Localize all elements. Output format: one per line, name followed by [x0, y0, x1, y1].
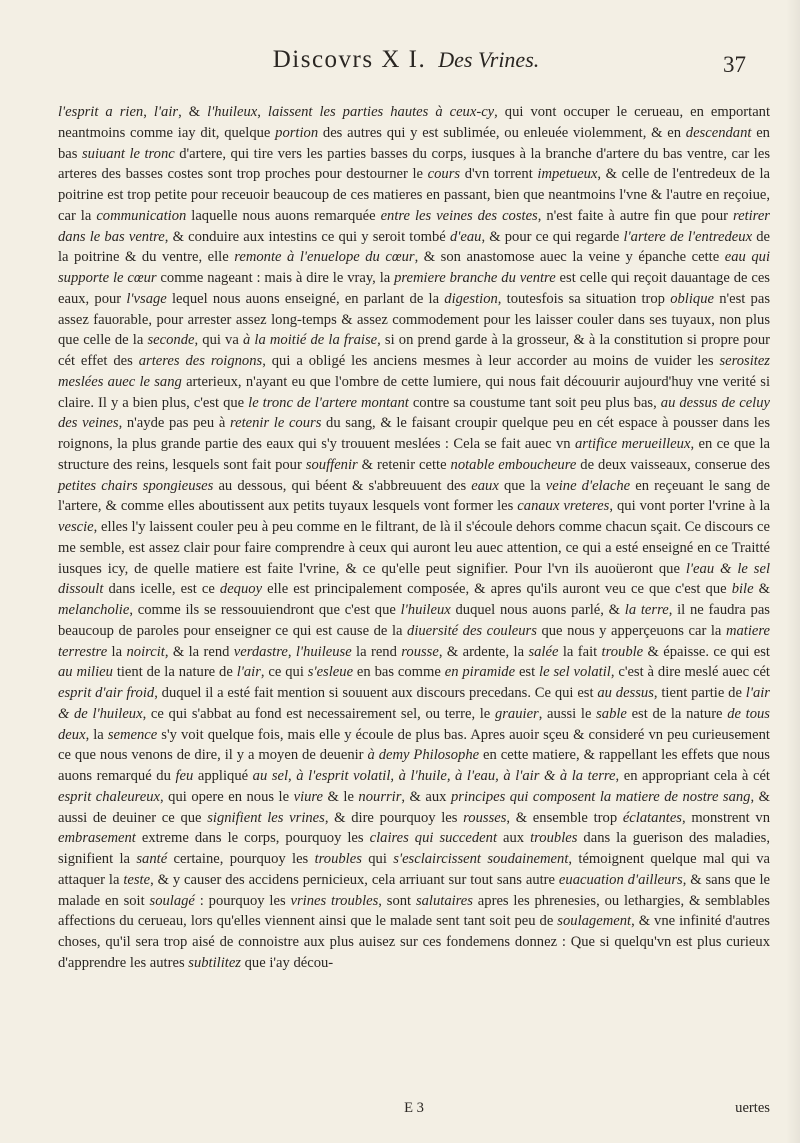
text-run: ,	[143, 104, 154, 120]
text-run: , en ce que la structure des reins, lesquels sont fait pour	[58, 436, 770, 473]
italic-term: communication	[96, 207, 187, 224]
text-run: , & la rend	[164, 643, 234, 660]
text-run: : pourquoy les	[194, 892, 291, 909]
italic-term: salée	[528, 643, 559, 660]
text-run: lequel nous auons enseigné, en parlant de la	[166, 290, 445, 307]
italic-term: petites chairs spongieuses	[58, 477, 214, 494]
italic-term: subtilitez	[188, 954, 241, 971]
text-run: s'y voit quelque fois, mais elle y écoule de plus bas. Apres auoir sçeu & consideré vn peu curieusement ce que nous venons de dire, il y a moyen de deuenir	[58, 726, 770, 764]
text-run: , & son anastomose auec la veine y épanche cette	[414, 249, 725, 266]
italic-term: teste	[123, 871, 151, 888]
italic-term: entre les veines des costes	[380, 207, 538, 224]
text-run: que la	[498, 477, 546, 494]
text-run: , & ensemble trop	[506, 809, 623, 826]
text-run: la fait	[558, 643, 602, 660]
italic-term: l'huileux	[207, 104, 258, 120]
italic-term: rousses	[463, 809, 507, 826]
text-run: la	[107, 643, 127, 660]
italic-term: melancholie	[58, 602, 130, 618]
text-run: d'artere, qui tire vers les parties basses du corps, iusques à la branche d'artere du bas ventre, car les arteres des basses costes sont trop proches pour destourner le	[58, 145, 770, 183]
text-run: &	[753, 581, 770, 598]
text-run: , comme ils se ressouuiendront que c'est que	[129, 602, 401, 618]
text-run: dans icelle, est ce	[103, 581, 220, 598]
text-run: en cette matiere, & rappellant les effets que nous auons remarqué du	[58, 747, 770, 784]
text-run: , elles l'y laissent couler peu à peu comme en le filtrant, de là il s'écoule dehors comme chacun sçait. Ce discours ce me semble, est assez clair pour faire comprendre à ceux qui auront leu auec attention, ce qui a esté enseigné en ce Traitté iusques icy, de quelle matiere est faite l'vrine, & ce qu'elle peut signifier. Pour l'vn ils auoüeront que	[58, 519, 770, 577]
text-run: ,	[257, 104, 268, 120]
italic-term: à demy Philosophe	[367, 747, 480, 764]
text-run: , qui vont porter l'vrine à la	[609, 498, 770, 515]
page-header	[60, 46, 752, 80]
italic-term: arteres des roignons	[138, 353, 263, 369]
italic-term: au sel, à l'esprit volatil, à l'huile, à l'eau, à l'air & à la terre	[252, 768, 616, 784]
text-run: , qui vont occuper le cerueau, en emportant neantmoins comme iay dit, quelque	[58, 104, 771, 141]
italic-term: portion	[275, 124, 319, 141]
italic-term: veine d'elache	[545, 477, 631, 494]
italic-term: retirer dans le bas ventre	[58, 207, 770, 245]
text-run: appliqué	[193, 768, 253, 784]
italic-term: cours	[427, 166, 461, 183]
running-title	[60, 46, 752, 74]
text-run: aux	[497, 830, 531, 847]
italic-term: verdastre	[233, 643, 288, 660]
page-edge-shadow	[786, 0, 800, 1143]
text-run: , il ne faudra pas beaucoup de paroles pour enseigner ce qui est cause de la	[58, 602, 770, 639]
text-run: contre sa coustume tant soit peu plus bas,	[408, 394, 661, 411]
italic-term: eaux	[471, 477, 499, 494]
text-run: extreme dans le corps, pourquoy les	[135, 830, 370, 847]
text-run: des autres qui y est sublimée, ou enleuée violemment, & en	[318, 124, 686, 141]
italic-term: troubles	[314, 851, 362, 867]
italic-term: digestion	[444, 290, 498, 307]
italic-term: diuersité des couleurs	[407, 622, 537, 639]
italic-term: troubles	[530, 830, 578, 847]
text-run: n'est pas assez fauorable, pour arrester assez long-temps & assez commodement pour les laisser couler dans ses tuyaux, non plus que celle de la	[58, 290, 771, 349]
text-run: , & dire pourquoy les	[324, 809, 464, 826]
italic-term: soulagement	[557, 913, 632, 930]
text-run: ,	[287, 643, 296, 660]
italic-term: soulagé	[149, 892, 195, 909]
italic-term: au dessus de celuy des veines	[58, 394, 770, 432]
italic-term: premiere branche du ventre	[394, 270, 556, 286]
italic-term: dequoy	[219, 581, 263, 598]
italic-term: en piramide	[444, 664, 516, 681]
text-run: , en appropriant cela à cét	[615, 768, 770, 784]
text-run: de deux vaisseaux, conserue des	[576, 456, 770, 473]
italic-term: grauier	[494, 705, 539, 722]
italic-term: la terre	[624, 602, 669, 618]
running-title-text: Discovrs X I.	[272, 46, 427, 73]
italic-term: remonte à l'enuelope du cœur	[234, 249, 415, 266]
italic-term: salutaires	[415, 892, 473, 909]
italic-term: laissent les parties hautes à ceux-cy	[267, 104, 495, 120]
text-run: , si on prend garde à la grosseur, & à la constitution si propre pour cét effet des	[58, 332, 770, 369]
italic-term: esprit d'air froid	[58, 685, 155, 701]
text-run: arterieux, n'ayant eu que l'ombre de cette lumiere, qui nous fait découurir aujourd'huy vne verité si claire. Il y a bien plus, c'est que	[58, 373, 770, 411]
text-run: tient de la nature de	[112, 664, 237, 681]
text-run: que nous y apperçeuons car la	[536, 622, 726, 639]
italic-term: s'esleue	[307, 664, 354, 681]
text-run: , & y causer des accidens pernicieux, cela arriuant sur tout sans autre	[150, 871, 559, 888]
italic-term: l'air	[236, 664, 261, 681]
italic-term: l'esprit a rien	[58, 104, 144, 120]
italic-term: l'air & de l'huileux	[58, 685, 770, 722]
body-paragraph	[58, 102, 770, 974]
text-run: , n'est faite à autre fin que pour	[537, 207, 733, 224]
page-footer	[58, 1100, 770, 1120]
text-run: duquel nous auons parlé, &	[450, 602, 625, 618]
text-run: la rend	[351, 643, 402, 660]
italic-term: bile	[731, 581, 754, 598]
italic-term: nourrir	[358, 788, 402, 805]
italic-term: souffenir	[305, 456, 358, 473]
italic-term: eau qui supporte le cœur	[58, 249, 770, 286]
text-run: , aussi le	[538, 705, 597, 722]
italic-term: claires qui succedent	[369, 830, 497, 847]
text-run: d'vn torrent	[460, 166, 538, 183]
italic-term: l'eau & le sel dissoult	[58, 560, 770, 598]
italic-term: le tronc de l'artere montant	[248, 394, 409, 411]
text-run: qui	[361, 851, 394, 867]
text-run: & retenir cette	[357, 456, 451, 473]
italic-term: l'huileux	[400, 602, 451, 618]
italic-term: suiuant le tronc	[81, 145, 175, 162]
text-run: apres les phrenesies, ou lethargies, & semblables affections du cerueau, lors qu'elles viennent ainsi que le malade sent tant soit peu de	[58, 892, 770, 930]
text-run: , tient partie de	[653, 685, 746, 701]
text-run: en reçeuant le sang de l'artere, & comme elles aboutissent aux petits tuyaux lesquels vont former les	[58, 477, 770, 515]
text-run: au dessous, qui béent & s'abbreuuent des	[213, 477, 472, 494]
italic-term: s'esclaircissent soudainement	[393, 851, 569, 867]
italic-term: santé	[136, 851, 168, 867]
italic-term: euacuation d'ailleurs	[558, 871, 683, 888]
text-run: est de la nature	[626, 705, 728, 722]
text-run: , ce qui	[260, 664, 308, 681]
italic-term: au dessus	[597, 685, 654, 701]
italic-term: artifice merueilleux	[575, 436, 691, 452]
text-run: , qui opere en nous le	[160, 788, 294, 805]
text-run: , n'ayde pas peu à	[118, 415, 230, 432]
italic-term: vescie	[58, 519, 94, 535]
signature-mark: E 3	[404, 1100, 424, 1116]
italic-term: l'artere de l'entredeux	[623, 228, 753, 245]
text-run: , sont	[378, 892, 416, 909]
text-run: , c'est à dire meslé auec cét	[610, 664, 770, 681]
italic-term: descendant	[685, 124, 752, 141]
italic-term: notable emboucheure	[450, 456, 577, 473]
italic-term: signifient les vrines	[207, 809, 325, 826]
italic-term: noircit	[126, 643, 165, 660]
text-run: de la poitrine & du ventre, elle	[58, 228, 770, 266]
text-run: & épaisse. ce qui est	[643, 643, 770, 660]
italic-term: à la moitié de la fraise	[242, 332, 378, 349]
italic-term: feu	[175, 768, 194, 784]
italic-term: serositez meslées auec le sang	[58, 353, 770, 390]
italic-term: semence	[107, 726, 158, 743]
italic-term: éclatantes	[622, 809, 682, 826]
text-run: , & ardente, la	[438, 643, 529, 660]
text-run: , & aux	[401, 788, 451, 805]
italic-term: rousse	[401, 643, 439, 660]
body-text	[58, 102, 770, 974]
italic-term: esprit chaleureux	[58, 788, 161, 805]
text-run: , & vne infinité d'autres choses, qu'il sera trop aisé de connoistre aux plus auisez sur ces fondemens donnez : Que si quelqu'vn est plus curieux d'apprendre les autres	[58, 913, 770, 971]
text-run: que i'ay décou-	[240, 954, 334, 971]
italic-term: retenir le cours	[229, 415, 322, 432]
text-run: & le	[323, 788, 359, 805]
italic-term: matiere terrestre	[58, 622, 770, 660]
italic-term: l'air	[153, 104, 179, 120]
italic-term: viure	[293, 788, 324, 805]
text-run: , duquel il a esté fait mention si souuent aux discours precedans. Ce qui est	[154, 685, 598, 701]
text-run: , & celle de l'entredeux de la poitrine est trop petite pour receuoir beaucoup de ces matieres en passant, bien que neantmoins l'vne & l'autre en reçoiue, car la	[58, 166, 770, 224]
text-run: elle est principalement composée, & apres qu'ils auront veu ce que c'est que	[262, 581, 732, 598]
italic-term: embrasement	[58, 830, 136, 847]
italic-term: trouble	[601, 643, 644, 660]
italic-term: au milieu	[58, 664, 113, 681]
italic-term: canaux vreteres	[517, 498, 610, 515]
italic-term: de tous deux	[58, 705, 770, 743]
text-run: , monstrent vn	[681, 809, 770, 826]
text-run: dans la guerison des maladies, signifient la	[58, 830, 770, 867]
italic-term: le sel volatil	[539, 664, 611, 681]
italic-term: principes qui composent la matiere de nostre sang	[450, 788, 751, 805]
text-run: , & conduire aux intestins ce qui y seroit tombé	[164, 228, 450, 245]
text-run: , la	[85, 726, 108, 743]
text-run: , témoignent quelque mal qui va attaquer la	[58, 851, 770, 888]
italic-term: d'eau	[449, 228, 482, 245]
text-run: , toutesfois sa situation trop	[497, 290, 671, 307]
text-run: , qui va	[194, 332, 243, 349]
text-run: , &	[178, 104, 208, 120]
italic-term: seconde	[147, 332, 195, 349]
italic-term: l'vsage	[126, 290, 167, 307]
italic-term: impetueux	[537, 166, 598, 183]
text-run: , & sans que le malade en soit	[58, 871, 771, 909]
text-run: en bas	[58, 124, 770, 162]
text-run: du sang, & le faisant croupir quelque peu en cét espace à pousser dans les roignons, la plus grande partie des eaux qui s'y trouuent meslées : Cela se fait auec vn	[58, 415, 770, 452]
text-run: laquelle nous auons remarquée	[186, 207, 381, 224]
text-run: comme nageant : mais à dire le vray, la	[156, 270, 395, 286]
text-run: est celle qui reçoit dauantage de ces eaux, pour	[58, 270, 770, 307]
italic-term: oblique	[670, 290, 714, 307]
text-run: , & aussi de deuiner ce que	[58, 788, 770, 826]
italic-term: sable	[596, 705, 627, 722]
italic-term: vrines troubles	[290, 892, 379, 909]
running-subtitle: Des Vrines.	[438, 47, 540, 72]
text-run: , qui a obligé les anciens mesmes à leur accorder au moins de vuider les	[262, 353, 720, 369]
catchword: uertes	[735, 1100, 770, 1116]
text-run: , & pour ce qui regarde	[481, 228, 624, 245]
page-number: 37	[723, 52, 746, 77]
text-run: est	[515, 664, 540, 681]
text-run: , ce qui s'abbat au fond est necessairement sel, ou terre, le	[142, 705, 495, 722]
italic-term: l'huileuse	[295, 643, 352, 660]
text-run: en bas comme	[353, 664, 445, 681]
text-run: certaine, pourquoy les	[167, 851, 315, 867]
